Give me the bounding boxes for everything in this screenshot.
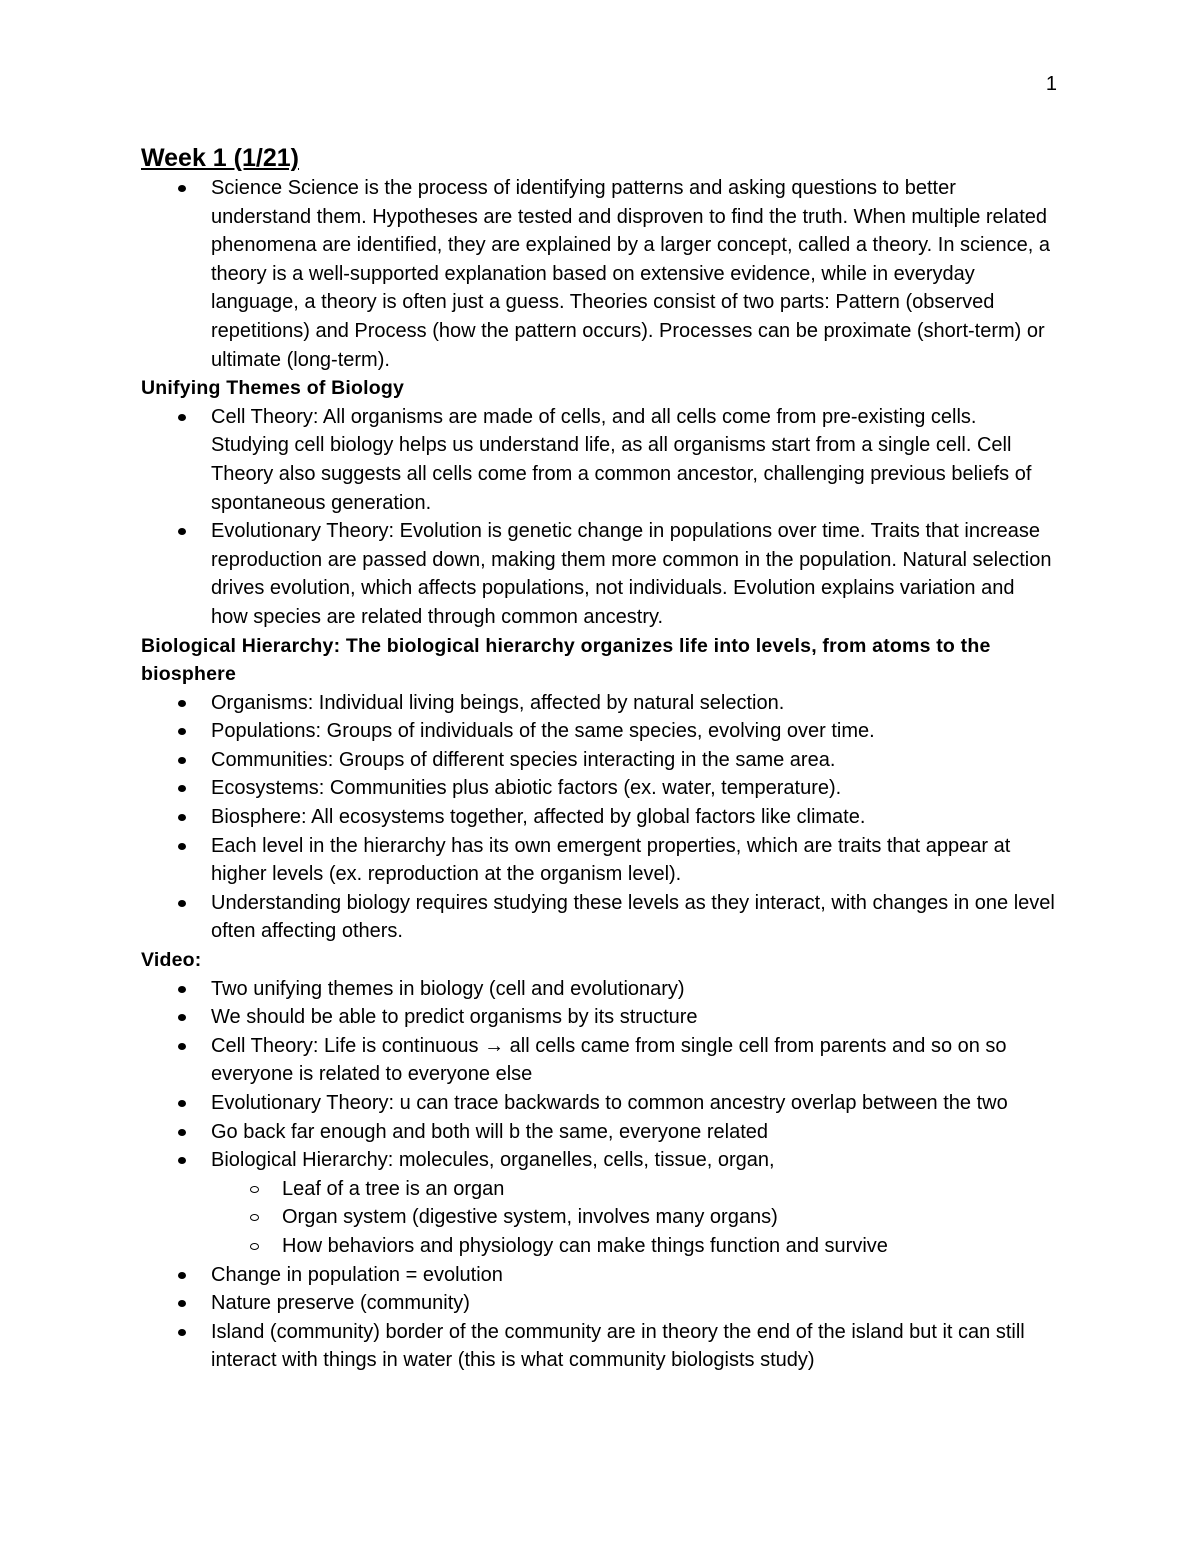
list-item: Biosphere: All ecosystems together, affected by global factors like climate. (141, 803, 1056, 832)
sub-list-item: Leaf of a tree is an organ (141, 1175, 1056, 1204)
sub-list-item: How behaviors and physiology can make things function and survive (141, 1232, 1056, 1261)
section-heading-hierarchy: Biological Hierarchy: The biological hierarchy organizes life into levels, from atoms to the biosphere (141, 634, 991, 686)
list-item: Island (community) border of the community are in theory the end of the island but it can still interact with things in water (this is what community biologists study) (141, 1318, 1056, 1375)
list-item: Change in population = evolution (141, 1261, 1056, 1290)
page-title: Week 1 (1/21) (141, 144, 299, 172)
list-item: We should be able to predict organisms by its structure (141, 1003, 1056, 1032)
list-item: Evolutionary Theory: u can trace backwards to common ancestry overlap between the two (141, 1089, 1056, 1118)
video-list-continued (141, 1261, 1056, 1375)
list-item: Populations: Groups of individuals of the same species, evolving over time. (141, 717, 1056, 746)
video-list (141, 975, 1056, 1175)
list-item: Organisms: Individual living beings, affected by natural selection. (141, 689, 1056, 718)
list-item: Two unifying themes in biology (cell and evolutionary) (141, 975, 1056, 1004)
intro-list (141, 174, 1056, 374)
sub-list-item: Organ system (digestive system, involves many organs) (141, 1203, 1056, 1232)
list-item: Nature preserve (community) (141, 1289, 1056, 1318)
list-item: Science Science is the process of identifying patterns and asking questions to better understand them. Hypotheses are tested and disproven to find the truth. When multiple related phenomena are identified, they are explained by a larger concept, called a theory. In science, a theory is a well-supported explanation based on extensive evidence, while in everyday language, a theory is often just a guess. Theories consist of two parts: Pattern (observed repetitions) and Process (how the pattern occurs). Processes can be proximate (short-term) or ultimate (long-term). (141, 174, 1056, 374)
list-item: Cell Theory: All organisms are made of cells, and all cells come from pre-existing cells. Studying cell biology helps us understand life, as all organisms start from a single cell. Cell Theory also suggests all cells come from a common ancestor, challenging previous beliefs of spontaneous generation. (141, 403, 1056, 517)
page-number: 1 (1045, 73, 1057, 95)
unifying-list (141, 403, 1056, 632)
section-heading-video: Video: (141, 949, 202, 972)
document-body (141, 143, 1056, 1375)
section-heading-unifying: Unifying Themes of Biology (141, 377, 405, 400)
list-item: Biological Hierarchy: molecules, organelles, cells, tissue, organ, (141, 1146, 1056, 1175)
list-item: Ecosystems: Communities plus abiotic factors (ex. water, temperature). (141, 774, 1056, 803)
list-item: Understanding biology requires studying these levels as they interact, with changes in one level often affecting others. (141, 889, 1056, 946)
list-item: Each level in the hierarchy has its own emergent properties, which are traits that appear at higher levels (ex. reproduction at the organism level). (141, 832, 1056, 889)
list-item: Evolutionary Theory: Evolution is genetic change in populations over time. Traits that increase reproduction are passed down, making them more common in the population. Natural selection drives evolution, which affects populations, not individuals. Evolution explains variation and how species are related through common ancestry. (141, 517, 1056, 631)
hierarchy-list (141, 689, 1056, 946)
list-item: Communities: Groups of different species interacting in the same area. (141, 746, 1056, 775)
video-sub-list (141, 1175, 1056, 1261)
list-item: Go back far enough and both will b the same, everyone related (141, 1118, 1056, 1147)
list-item: Cell Theory: Life is continuous → all cells came from single cell from parents and so on so everyone is related to everyone else (141, 1032, 1056, 1089)
